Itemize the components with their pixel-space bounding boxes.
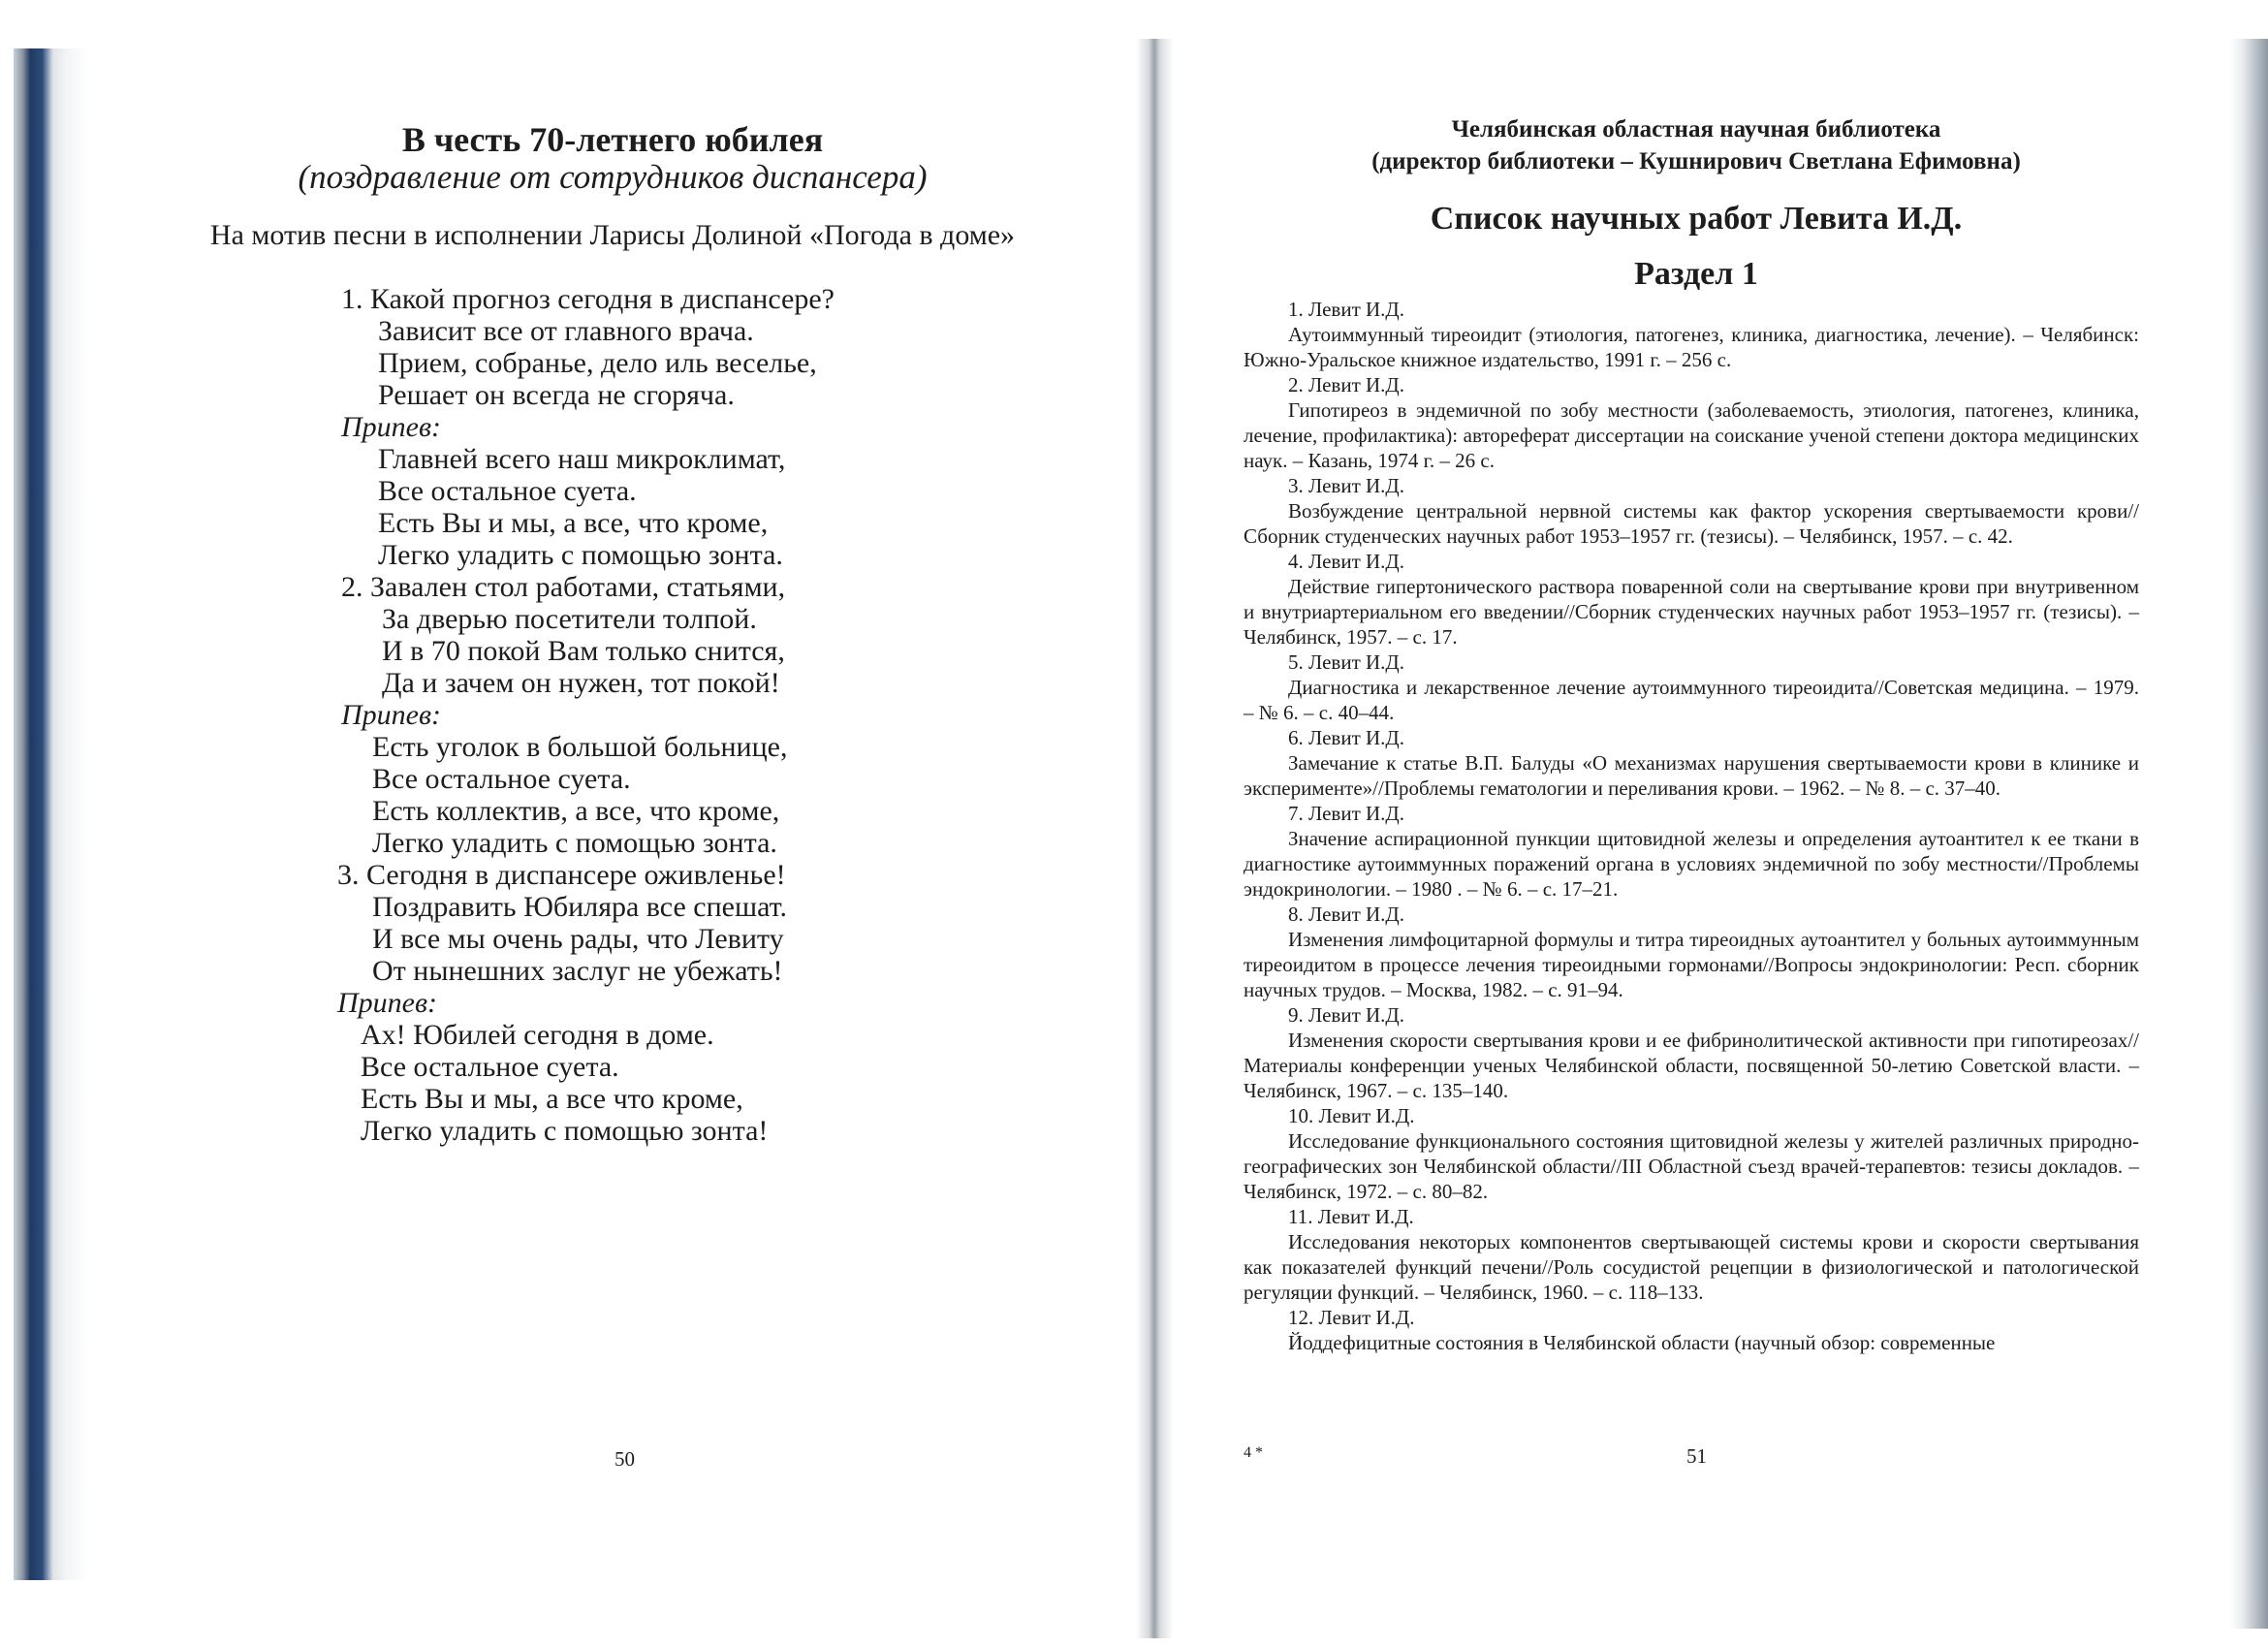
chorus-label: Припев:	[341, 411, 441, 443]
reference-author: 9. Левит И.Д.	[1288, 1003, 1404, 1027]
poem-line: Ах! Юбилей сегодня в доме.	[361, 1019, 714, 1051]
reference-author: 4. Левит И.Д.	[1288, 550, 1404, 573]
book-right-edge	[2229, 39, 2268, 1629]
reference-author: 11. Левит И.Д.	[1288, 1205, 1414, 1228]
chorus-label: Припев:	[341, 699, 441, 731]
reference-text: Значение аспирационной пункции щитовидной железы и определения аутоантител к ее ткани в диагностике аутоиммунных поражений органа в условиях эндемичной по зобу местности//Проблемы эндокринологии. – 1980 . – № 6. – с. 17–21.	[1244, 827, 2139, 901]
reference-author: 3. Левит И.Д.	[1288, 474, 1404, 497]
poem-line: Все остальное суета.	[378, 475, 637, 507]
poem-line: Легко уладить с помощью зонта.	[372, 827, 777, 859]
page-title: Список научных работ Левита И.Д.	[1430, 201, 1963, 237]
library-director: (директор библиотеки – Кушнирович Светлана Ефимовна)	[1371, 148, 2021, 174]
poem-line: Все остальное суета.	[361, 1051, 619, 1083]
reference-item	[1244, 801, 2139, 902]
poem-line: Есть Вы и мы, а все что кроме,	[361, 1083, 743, 1115]
reference-list	[1244, 297, 2139, 1355]
poem-line: Прием, собранье, дело иль веселье,	[378, 347, 817, 379]
reference-text: Замечание к статье В.П. Балуды «О механизмах нарушения свертываемости крови в клинике и эксперименте»//Проблемы гематологии и переливания крови. – 1962. – № 8. – с. 37–40.	[1244, 751, 2139, 800]
reference-item	[1244, 1103, 2139, 1204]
reference-item	[1244, 372, 2139, 473]
left-page	[89, 48, 1136, 1575]
page-number: 51	[1686, 1444, 1707, 1468]
poem-line: Есть уголок в большой больнице,	[372, 731, 788, 763]
reference-item	[1244, 902, 2139, 1002]
poem-line: И в 70 покой Вам только снится,	[382, 635, 785, 667]
poem-line: Легко уладить с помощью зонта!	[361, 1115, 769, 1147]
reference-item	[1244, 549, 2139, 650]
poem-line: Есть Вы и мы, а все, что кроме,	[378, 507, 769, 539]
right-page	[1173, 48, 2220, 1619]
reference-item	[1244, 473, 2139, 549]
reference-text: Йоддефицитные состояния в Челябинской области (научный обзор: современные	[1288, 1331, 1996, 1354]
poem-line: 1. Какой прогноз сегодня в диспансере?	[341, 283, 835, 315]
poem-line: Решает он всегда не сгоряча.	[378, 379, 735, 411]
reference-text: Исследование функционального состояния щитовидной железы у жителей различных природно-географических зон Челябинской области//III Областной съезд врачей-терапевтов: тезисы докладов. – Челябинск, 1972. – с. 80–82.	[1244, 1129, 2139, 1203]
reference-item	[1244, 1002, 2139, 1103]
reference-item	[1244, 650, 2139, 725]
poem-line: 3. Сегодня в диспансере оживленье!	[337, 859, 786, 891]
reference-author: 12. Левит И.Д.	[1288, 1306, 1415, 1329]
poem-line: От нынешних заслуг не убежать!	[372, 955, 783, 987]
reference-text: Диагностика и лекарственное лечение аутоиммунного тиреоидита//Советская медицина. – 1979. – № 6. – с. 40–44.	[1244, 676, 2139, 724]
reference-author: 6. Левит И.Д.	[1288, 726, 1404, 749]
reference-author: 10. Левит И.Д.	[1288, 1104, 1415, 1127]
reference-text: Изменения скорости свертывания крови и ее фибринолитической активности при гипотиреозах//Материалы конференции ученых Челябинской области, посвященной 50-летию Советской власти. – Челябинск, 1967. – с. 135–140.	[1244, 1029, 2139, 1102]
book-spine	[1136, 39, 1173, 1638]
poem-line: 2. Завален стол работами, статьями,	[341, 571, 786, 603]
library-name: Челябинская областная научная библиотека	[1451, 116, 1941, 143]
book-left-edge	[14, 48, 89, 1580]
chorus-label: Припев:	[337, 987, 437, 1019]
reference-author: 1. Левит И.Д.	[1288, 298, 1404, 321]
reference-author: 7. Левит И.Д.	[1288, 802, 1404, 825]
reference-text: Действие гипертонического раствора поваренной соли на свертывание крови при внутривенном и внутриартериальном его введении//Сборник студенческих научных работ 1953–1957 гг. (тезисы). – Челябинск, 1957. – с. 17.	[1244, 575, 2139, 649]
reference-author: 2. Левит И.Д.	[1288, 373, 1404, 396]
poem	[89, 283, 1136, 1147]
poem-line: Все остальное суета.	[372, 763, 631, 795]
reference-author: 5. Левит И.Д.	[1288, 650, 1404, 674]
reference-item	[1244, 1204, 2139, 1305]
poem-line: Легко уладить с помощью зонта.	[378, 539, 783, 571]
poem-line: Зависит все от главного врача.	[378, 315, 754, 347]
poem-line: Поздравить Юбиляра все спешат.	[372, 891, 787, 923]
tune-note: На мотив песни в исполнении Ларисы Долиной «Погода в доме»	[209, 219, 1016, 251]
reference-item	[1244, 297, 2139, 372]
reference-text: Изменения лимфоцитарной формулы и титра тиреоидных аутоантител у больных аутоиммунным тиреоидитом в процессе лечения тиреоидными гормонами//Вопросы эндокринологии: Респ. сборник научных трудов. – Москва, 1982. – с. 91–94.	[1244, 928, 2139, 1001]
reference-text: Аутоиммунный тиреоидит (этиология, патогенез, клиника, диагностика, лечение). – Челябинск: Южно-Уральское книжное издательство, 1991 г. – 256 с.	[1244, 323, 2139, 371]
poem-line: Да и зачем он нужен, тот покой!	[382, 667, 780, 699]
reference-author: 8. Левит И.Д.	[1288, 903, 1404, 926]
reference-item	[1244, 1305, 2139, 1355]
reference-text: Гипотиреоз в эндемичной по зобу местности (заболеваемость, этиология, патогенез, клиника, лечение, профилактика): автореферат диссертации на соискание ученой степени доктора медицинских наук. – Казань, 1974 г. – 26 с.	[1244, 398, 2139, 472]
page-number: 50	[614, 1447, 635, 1471]
poem-line: За дверью посетители толпой.	[382, 603, 757, 635]
poem-line: И все мы очень рады, что Левиту	[372, 923, 784, 955]
section-heading: Раздел 1	[1634, 256, 1758, 292]
poem-line: Главней всего наш микроклимат,	[378, 443, 786, 475]
signature-mark: 4 *	[1244, 1444, 1263, 1461]
page-subtitle: (поздравление от сотрудников диспансера)	[298, 158, 928, 196]
reference-text: Исследования некоторых компонентов свертывающей системы крови и скорости свертывания как показателей функций печени//Роль сосудистой рецепции в физиологической и патологической регуляции функций. – Челябинск, 1960. – с. 118–133.	[1244, 1230, 2139, 1304]
reference-item	[1244, 725, 2139, 801]
reference-text: Возбуждение центральной нервной системы как фактор ускорения свертываемости крови//Сборник студенческих научных работ 1953–1957 гг. (тезисы). – Челябинск, 1957. – с. 42.	[1244, 499, 2139, 548]
poem-line: Есть коллектив, а все, что кроме,	[372, 795, 780, 827]
page-title: В честь 70-летнего юбилея	[401, 120, 824, 159]
